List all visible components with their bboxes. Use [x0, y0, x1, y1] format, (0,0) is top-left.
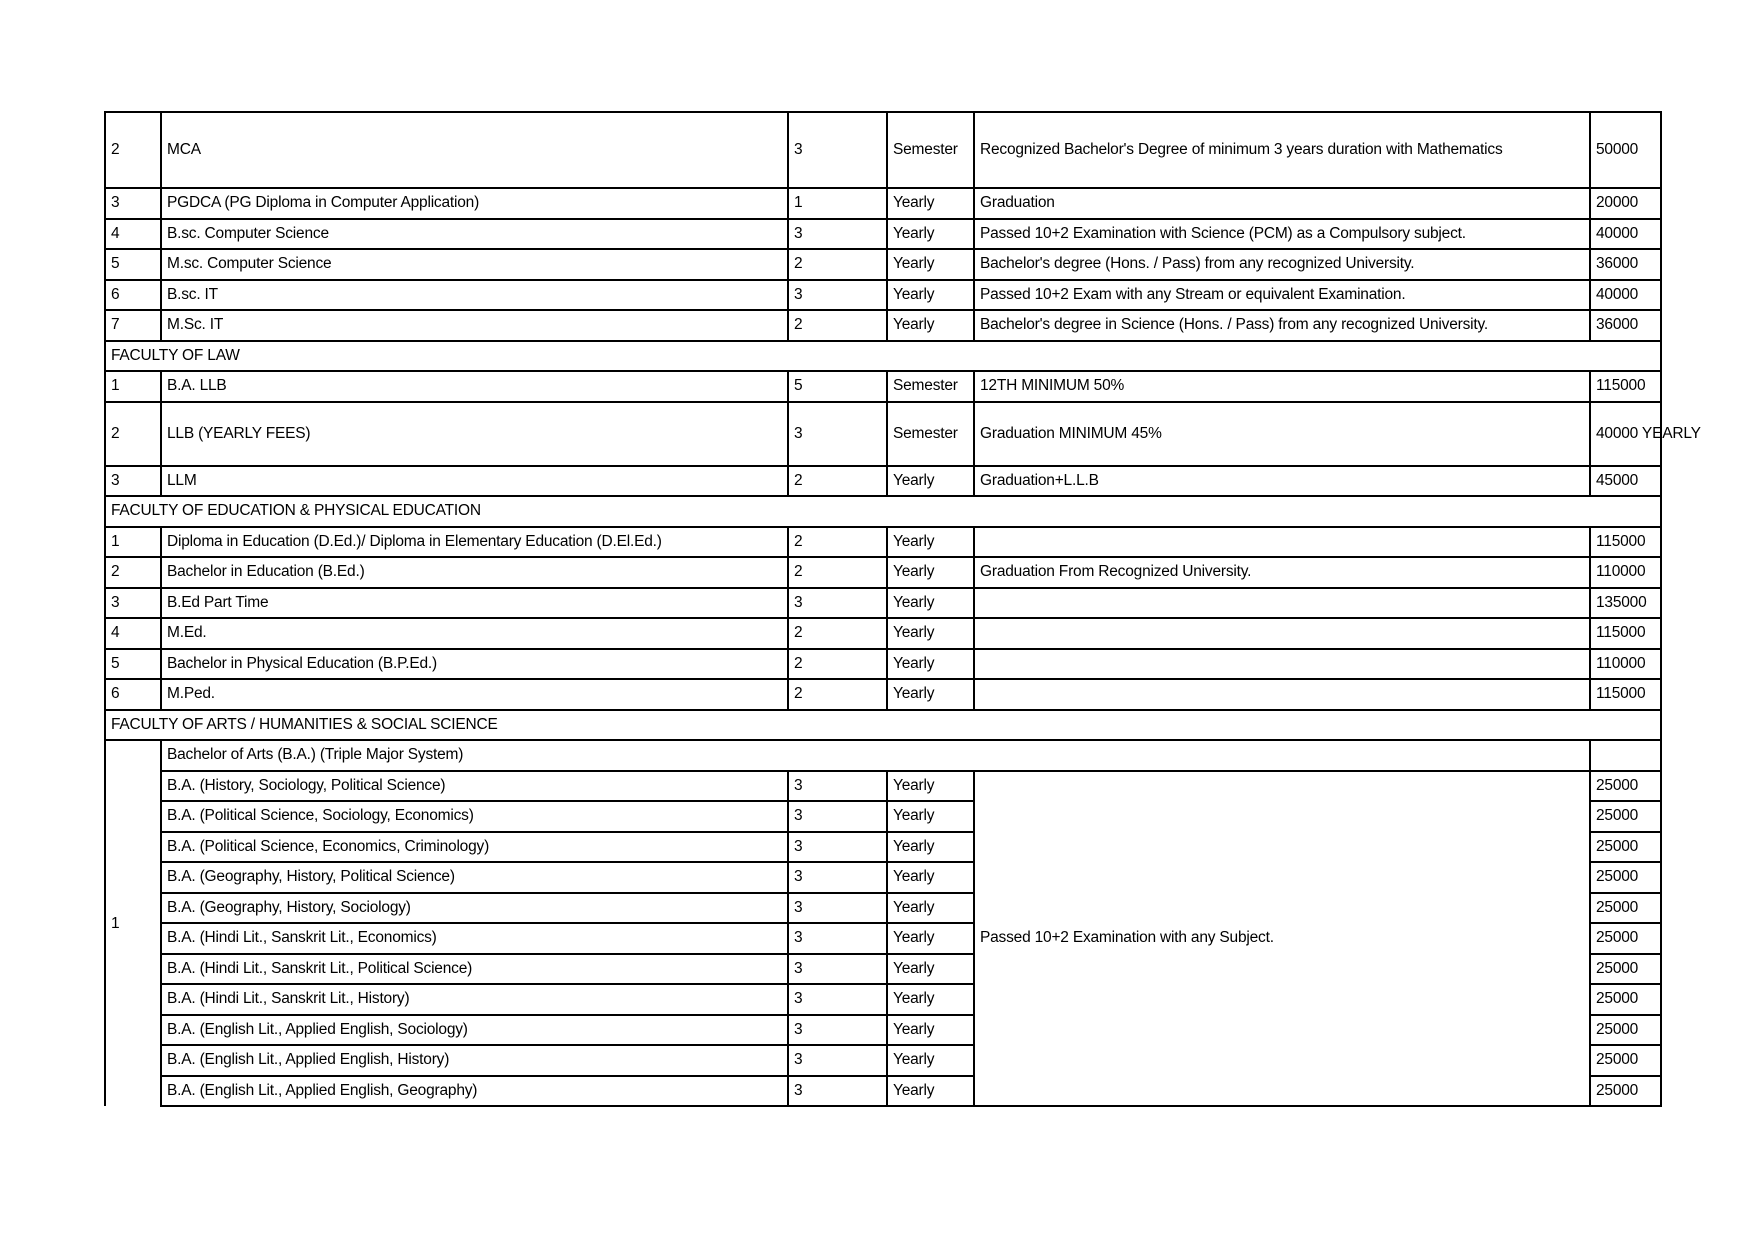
eligibility — [974, 527, 1590, 558]
section-header-education — [105, 496, 1661, 527]
serial-number: 4 — [105, 618, 161, 649]
table-row — [105, 740, 1661, 771]
fee-mode: Yearly — [887, 771, 974, 802]
eligibility — [974, 679, 1590, 710]
table-row — [105, 527, 1661, 558]
duration: 2 — [788, 557, 887, 588]
serial-number: 3 — [105, 188, 161, 219]
duration: 3 — [788, 893, 887, 924]
eligibility — [974, 649, 1590, 680]
serial-number: 2 — [105, 557, 161, 588]
duration: 3 — [788, 280, 887, 311]
eligibility: Bachelor's degree (Hons. / Pass) from any recognized University. — [974, 249, 1590, 280]
duration: 3 — [788, 112, 887, 188]
program-name: B.A. (English Lit., Applied English, Sociology) — [161, 1015, 788, 1046]
table-row — [105, 588, 1661, 619]
serial-number: 5 — [105, 649, 161, 680]
fee: 25000 — [1590, 984, 1661, 1015]
serial-number: 1 — [105, 740, 161, 1106]
table-row — [105, 249, 1661, 280]
fee-mode: Yearly — [887, 188, 974, 219]
serial-number: 1 — [105, 371, 161, 402]
fee: 36000 — [1590, 249, 1661, 280]
program-name: PGDCA (PG Diploma in Computer Application) — [161, 188, 788, 219]
group-title: Bachelor of Arts (B.A.) (Triple Major System) — [161, 740, 1590, 771]
program-name: B.sc. Computer Science — [161, 219, 788, 250]
fee-mode: Yearly — [887, 280, 974, 311]
duration: 3 — [788, 771, 887, 802]
table-row — [105, 219, 1661, 250]
serial-number: 1 — [105, 527, 161, 558]
eligibility: Bachelor's degree in Science (Hons. / Pass) from any recognized University. — [974, 310, 1590, 341]
table-row — [105, 771, 1661, 802]
program-name: M.Ed. — [161, 618, 788, 649]
section-title: FACULTY OF LAW — [105, 341, 1661, 372]
duration: 1 — [788, 188, 887, 219]
duration: 3 — [788, 984, 887, 1015]
fee-mode: Yearly — [887, 219, 974, 250]
fee: 50000 — [1590, 112, 1661, 188]
fee: 25000 — [1590, 1076, 1661, 1107]
program-name: M.sc. Computer Science — [161, 249, 788, 280]
fee-mode: Yearly — [887, 1076, 974, 1107]
fee-mode: Yearly — [887, 832, 974, 863]
program-name: M.Ped. — [161, 679, 788, 710]
table-row — [105, 310, 1661, 341]
fee: 25000 — [1590, 923, 1661, 954]
program-name: Diploma in Education (D.Ed.)/ Diploma in Elementary Education (D.El.Ed.) — [161, 527, 788, 558]
fee: 40000 YEARLY — [1590, 402, 1661, 466]
program-name: B.A. (English Lit., Applied English, Geography) — [161, 1076, 788, 1107]
program-name: Bachelor in Physical Education (B.P.Ed.) — [161, 649, 788, 680]
fee: 40000 — [1590, 219, 1661, 250]
duration: 3 — [788, 1076, 887, 1107]
eligibility: Recognized Bachelor's Degree of minimum 3 years duration with Mathematics — [974, 112, 1590, 188]
fee: 40000 — [1590, 280, 1661, 311]
duration: 3 — [788, 862, 887, 893]
eligibility: Passed 10+2 Exam with any Stream or equivalent Examination. — [974, 280, 1590, 311]
fee-mode: Yearly — [887, 954, 974, 985]
table-row — [105, 466, 1661, 497]
fee-mode: Semester — [887, 371, 974, 402]
table-row — [105, 618, 1661, 649]
fee-mode: Yearly — [887, 893, 974, 924]
duration: 2 — [788, 466, 887, 497]
fee-structure-table — [104, 111, 1701, 1107]
program-name: B.A. (History, Sociology, Political Science) — [161, 771, 788, 802]
fee-mode: Yearly — [887, 1045, 974, 1076]
program-name: B.A. (Geography, History, Sociology) — [161, 893, 788, 924]
fee-mode: Yearly — [887, 557, 974, 588]
duration: 2 — [788, 649, 887, 680]
serial-number: 4 — [105, 219, 161, 250]
duration: 3 — [788, 832, 887, 863]
fee-mode: Semester — [887, 112, 974, 188]
fee: 115000 — [1590, 618, 1661, 649]
duration: 3 — [788, 1045, 887, 1076]
eligibility: Graduation MINIMUM 45% — [974, 402, 1590, 466]
program-name: B.A. (Hindi Lit., Sanskrit Lit., Political Science) — [161, 954, 788, 985]
section-header-law — [105, 341, 1661, 372]
section-header-arts — [105, 710, 1661, 741]
table-row — [105, 679, 1661, 710]
fee-mode: Yearly — [887, 649, 974, 680]
serial-number: 5 — [105, 249, 161, 280]
eligibility — [974, 588, 1590, 619]
eligibility: Graduation+L.L.B — [974, 466, 1590, 497]
fee-mode: Yearly — [887, 618, 974, 649]
eligibility: Passed 10+2 Examination with Science (PCM) as a Compulsory subject. — [974, 219, 1590, 250]
serial-number: 2 — [105, 402, 161, 466]
fee: 110000 — [1590, 557, 1661, 588]
fee: 25000 — [1590, 893, 1661, 924]
table-row — [105, 112, 1661, 188]
program-name: B.A. (English Lit., Applied English, History) — [161, 1045, 788, 1076]
fee: 20000 — [1590, 188, 1661, 219]
fee-mode: Yearly — [887, 1015, 974, 1046]
program-name: B.A. LLB — [161, 371, 788, 402]
program-name: Bachelor in Education (B.Ed.) — [161, 557, 788, 588]
table-row — [105, 557, 1661, 588]
fee-mode: Yearly — [887, 923, 974, 954]
fee: 25000 — [1590, 862, 1661, 893]
serial-number: 6 — [105, 679, 161, 710]
eligibility — [974, 618, 1590, 649]
serial-number: 3 — [105, 588, 161, 619]
fee-mode: Yearly — [887, 588, 974, 619]
program-name: B.A. (Political Science, Economics, Criminology) — [161, 832, 788, 863]
fee: 45000 — [1590, 466, 1661, 497]
duration: 3 — [788, 219, 887, 250]
fee: 115000 — [1590, 527, 1661, 558]
table-row — [105, 280, 1661, 311]
duration: 3 — [788, 588, 887, 619]
program-name: M.Sc. IT — [161, 310, 788, 341]
fee-mode: Semester — [887, 402, 974, 466]
duration: 2 — [788, 249, 887, 280]
fee: 25000 — [1590, 954, 1661, 985]
program-name: B.A. (Hindi Lit., Sanskrit Lit., Economics) — [161, 923, 788, 954]
table-row — [105, 371, 1661, 402]
duration: 3 — [788, 954, 887, 985]
table-row — [105, 188, 1661, 219]
fee: 115000 — [1590, 371, 1661, 402]
program-name: B.A. (Hindi Lit., Sanskrit Lit., History) — [161, 984, 788, 1015]
duration: 3 — [788, 402, 887, 466]
fee-mode: Yearly — [887, 466, 974, 497]
fee-mode: Yearly — [887, 310, 974, 341]
duration: 2 — [788, 527, 887, 558]
fee: 25000 — [1590, 1045, 1661, 1076]
program-name: B.A. (Political Science, Sociology, Economics) — [161, 801, 788, 832]
table-row — [105, 649, 1661, 680]
fee: 135000 — [1590, 588, 1661, 619]
fee: 25000 — [1590, 801, 1661, 832]
duration: 3 — [788, 1015, 887, 1046]
serial-number: 2 — [105, 112, 161, 188]
duration: 5 — [788, 371, 887, 402]
duration: 3 — [788, 923, 887, 954]
fee: 36000 — [1590, 310, 1661, 341]
fee-mode: Yearly — [887, 679, 974, 710]
eligibility: 12TH MINIMUM 50% — [974, 371, 1590, 402]
fee: 25000 — [1590, 1015, 1661, 1046]
program-name: LLB (YEARLY FEES) — [161, 402, 788, 466]
section-title: FACULTY OF ARTS / HUMANITIES & SOCIAL SCIENCE — [105, 710, 1661, 741]
section-title: FACULTY OF EDUCATION & PHYSICAL EDUCATION — [105, 496, 1661, 527]
table-row — [105, 402, 1661, 466]
fee-mode: Yearly — [887, 249, 974, 280]
serial-number: 3 — [105, 466, 161, 497]
fee-mode: Yearly — [887, 984, 974, 1015]
program-name: B.A. (Geography, History, Political Science) — [161, 862, 788, 893]
eligibility: Graduation — [974, 188, 1590, 219]
program-name: LLM — [161, 466, 788, 497]
fee: 110000 — [1590, 649, 1661, 680]
serial-number: 7 — [105, 310, 161, 341]
fee: 25000 — [1590, 771, 1661, 802]
fee-mode: Yearly — [887, 862, 974, 893]
duration: 3 — [788, 801, 887, 832]
duration: 2 — [788, 618, 887, 649]
program-name: MCA — [161, 112, 788, 188]
fee-mode: Yearly — [887, 527, 974, 558]
fee — [1590, 740, 1661, 771]
eligibility: Passed 10+2 Examination with any Subject. — [974, 771, 1590, 1107]
program-name: B.sc. IT — [161, 280, 788, 311]
duration: 2 — [788, 679, 887, 710]
serial-number: 6 — [105, 280, 161, 311]
program-name: B.Ed Part Time — [161, 588, 788, 619]
eligibility: Graduation From Recognized University. — [974, 557, 1590, 588]
fee-mode: Yearly — [887, 801, 974, 832]
duration: 2 — [788, 310, 887, 341]
fee: 25000 — [1590, 832, 1661, 863]
fee: 115000 — [1590, 679, 1661, 710]
